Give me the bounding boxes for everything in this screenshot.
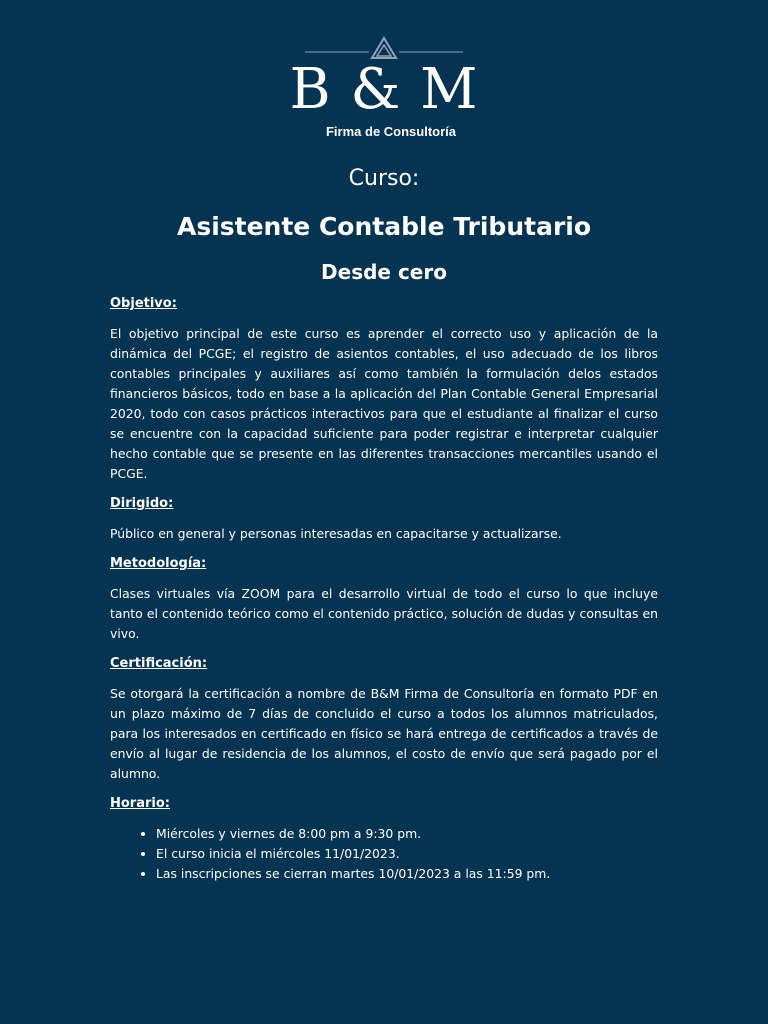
horario-list (110, 824, 658, 884)
course-details (110, 294, 658, 884)
list-item: • Las inscripciones se cierran martes 10/01/2023 a las 11:59 pm. (156, 864, 658, 884)
metodologia-text: Clases virtuales vía ZOOM para el desarrollo virtual de todo el curso lo que incluye tanto el contenido teórico como el contenido práctico, solución de dudas y consultas en vivo. (110, 586, 658, 641)
dirigido-heading: Dirigido: (110, 496, 174, 511)
list-item: • El curso inicia el miércoles 11/01/2023. (156, 844, 658, 864)
logo-text: B & M (289, 57, 479, 122)
course-label: Curso: (348, 166, 420, 191)
metodologia-heading: Metodología: (110, 556, 207, 571)
certificacion-heading: Certificación: (110, 656, 208, 671)
dirigido-text: Público en general y personas interesadas en capacitarse y actualizarse. (110, 526, 562, 541)
course-title: Asistente Contable Tributario (176, 212, 592, 241)
horario-heading: Horario: (110, 796, 170, 811)
course-subtitle: Desde cero (321, 260, 447, 284)
brand-logo (0, 36, 768, 139)
objetivo-heading: Objetivo: (110, 296, 177, 311)
logo-subtitle: Firma de Consultoría (325, 124, 457, 139)
certificacion-text: Se otorgará la certificación a nombre de B&M Firma de Consultoría en formato PDF en un plazo máximo de 7 días de concluido el curso a todos los alumnos matriculados, para los interesados en certificado en físico se hará entrega de certificados a través de envío al lugar de residencia de los alumnos, el costo de envío que será pagado por el alumno. (110, 686, 658, 781)
objetivo-text: El objetivo principal de este curso es aprender el correcto uso y aplicación de la dinámica del PCGE; el registro de asientos contables, el uso adecuado de los libros contables principales y auxiliares así como también la formulación delos estados financieros básicos, todo en base a la aplicación del Plan Contable General Empresarial 2020, todo con casos prácticos interactivos para que el estudiante al finalizar el curso se encuentre con la capacidad suficiente para poder registrar e interpretar cualquier hecho contable que se presente en las diferentes transacciones mercantiles usando el PCGE. (110, 326, 658, 481)
list-item: • Miércoles y viernes de 8:00 pm a 9:30 pm. (156, 824, 658, 844)
